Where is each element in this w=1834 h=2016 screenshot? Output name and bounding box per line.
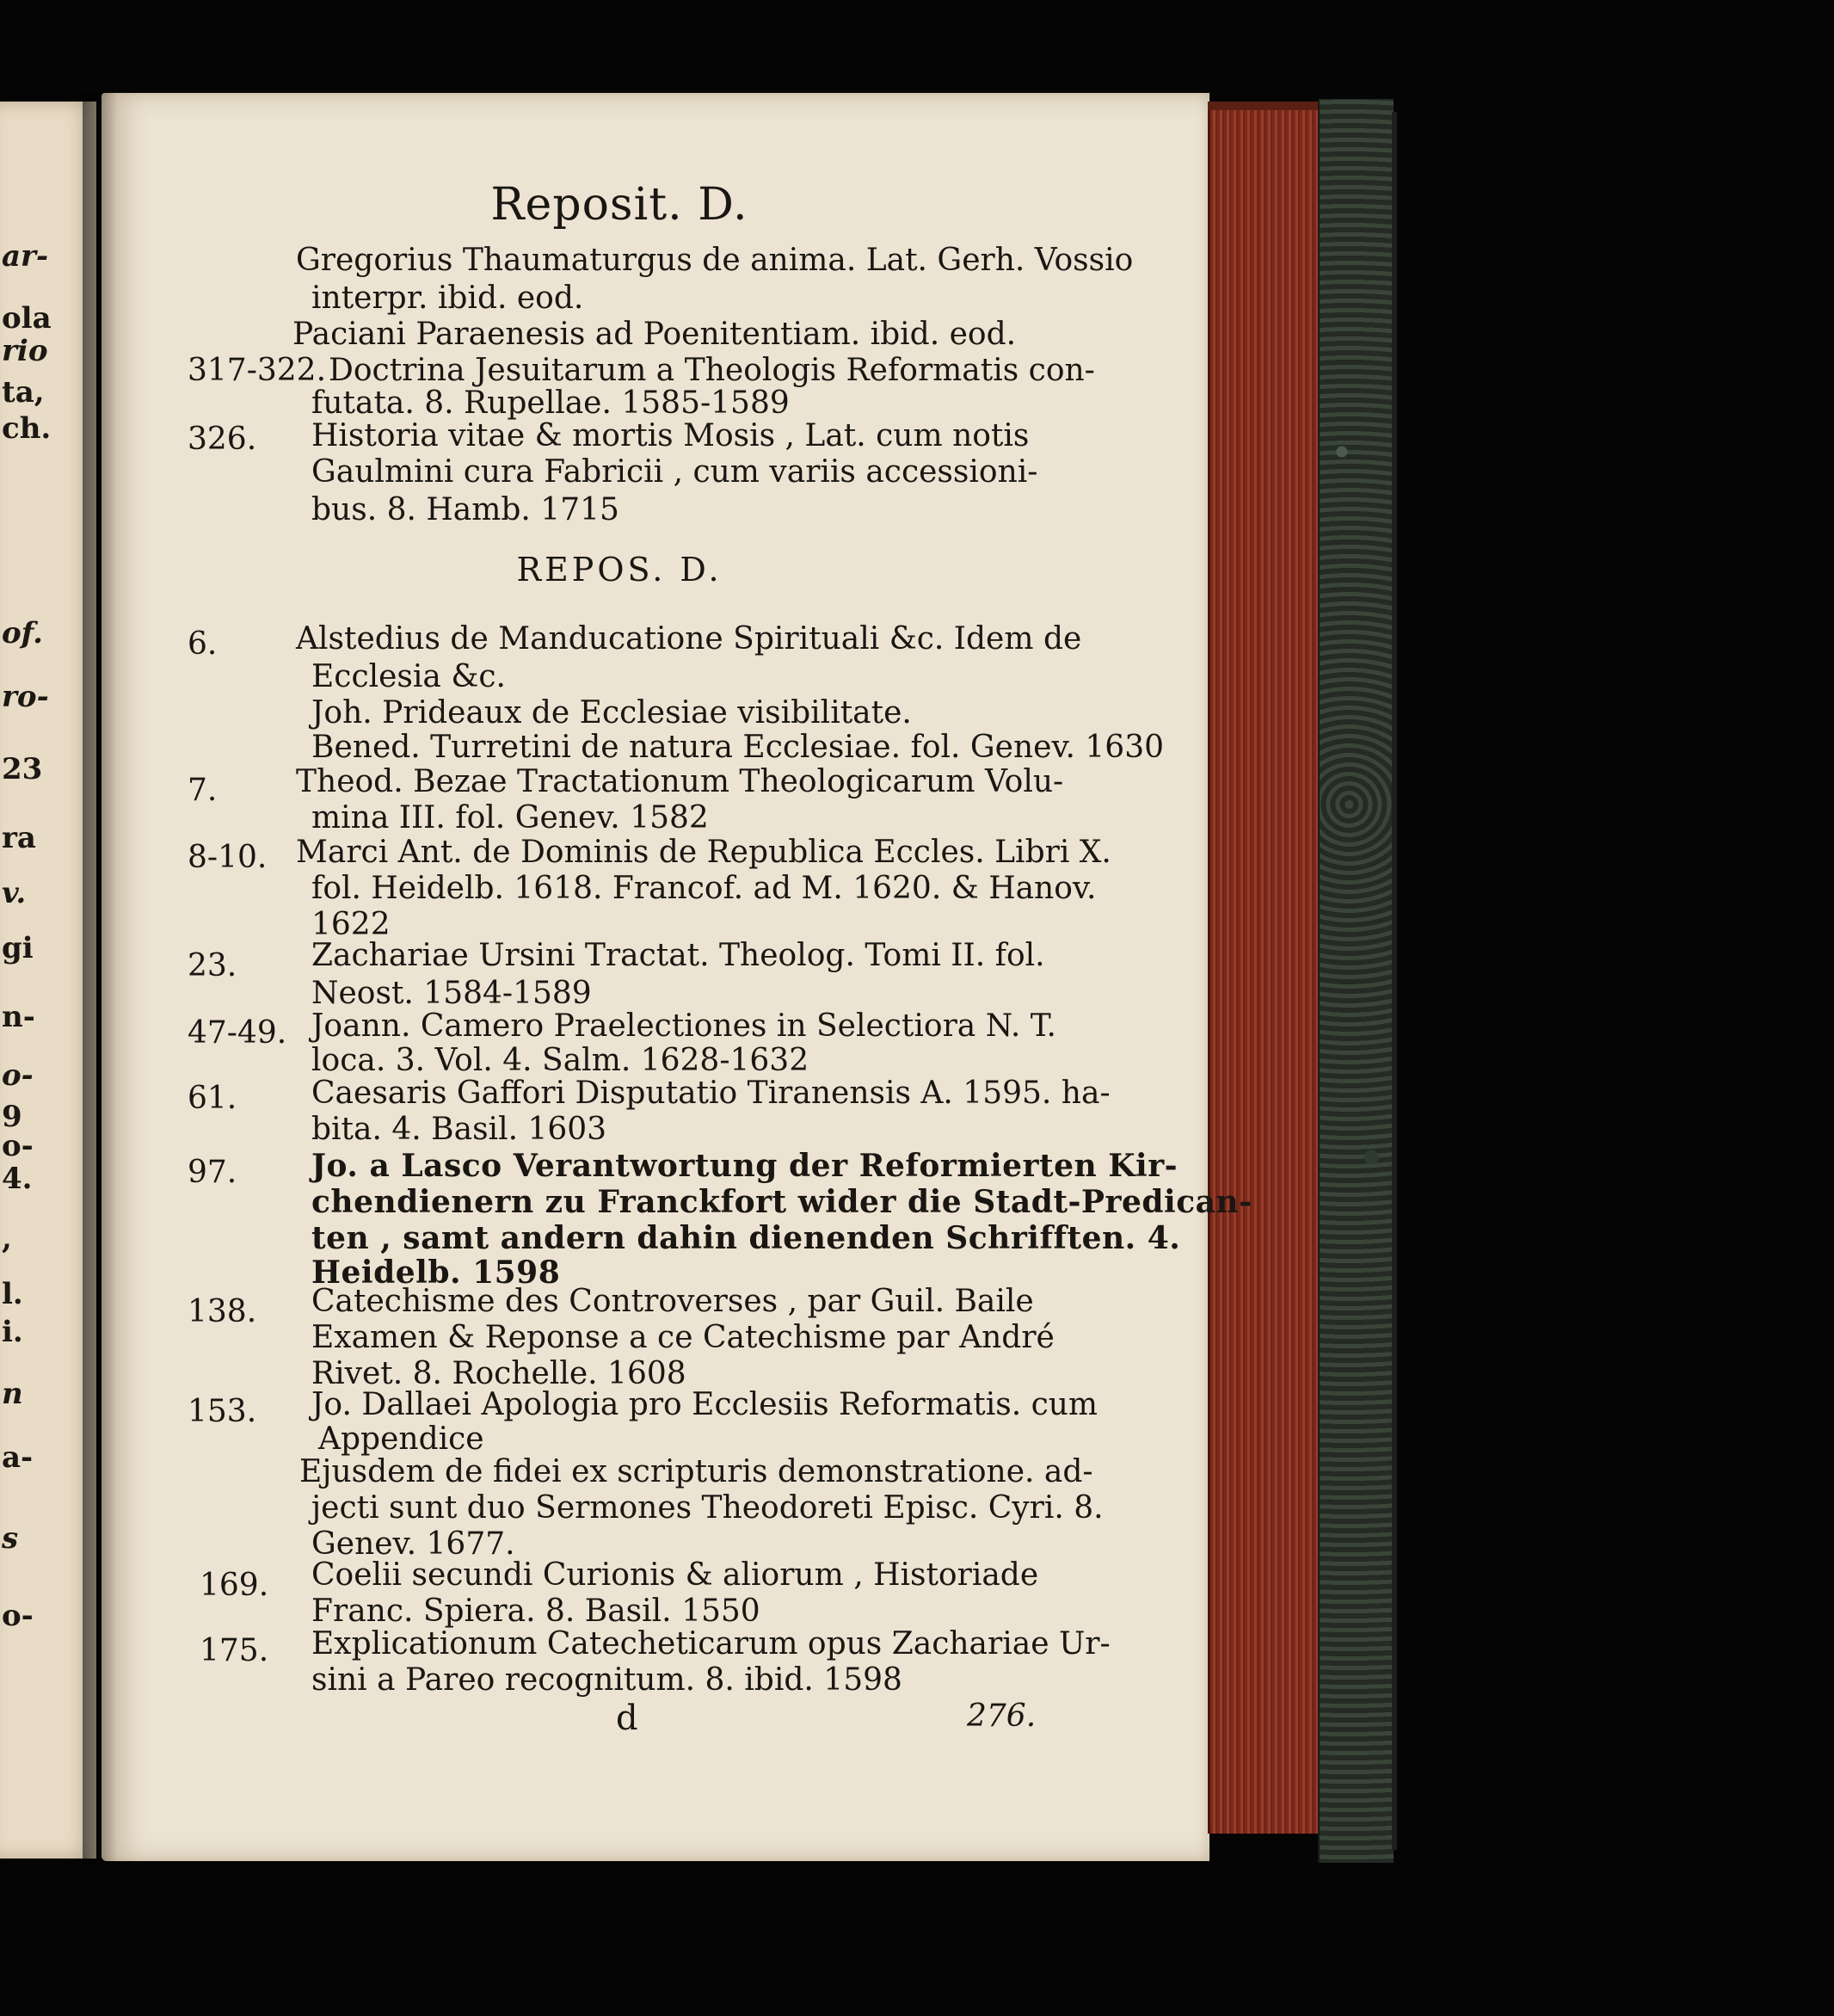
entry-line: loca. 3. Vol. 4. Salm. 1628-1632	[311, 1043, 809, 1078]
page-edges	[1208, 110, 1326, 1834]
entry-line: Caesaris Gaffori Disputatio Tiranensis A. 1595. ha-	[311, 1076, 1111, 1111]
left-fragment: rio	[2, 334, 48, 368]
entry-line: jecti sunt duo Sermones Theodoreti Episc. Cyri. 8.	[311, 1490, 1104, 1526]
entry-line: mina III. fol. Genev. 1582	[311, 800, 709, 835]
entry-line: Joh. Prideaux de Ecclesiae visibilitate.	[311, 695, 912, 731]
entry-line: Neost. 1584-1589	[311, 976, 592, 1011]
entry-line: fol. Heidelb. 1618. Francof. ad M. 1620. & Hanov.	[311, 871, 1097, 906]
shelf-number: 175.	[200, 1633, 269, 1668]
left-fragment: a-	[2, 1440, 34, 1475]
entry-line: Heidelb. 1598	[311, 1255, 561, 1291]
entry-line: Rivet. 8. Rochelle. 1608	[311, 1356, 686, 1391]
entry-line: Ecclesia &c.	[311, 659, 506, 694]
left-fragment: v.	[2, 876, 27, 910]
entry-line: Gaulmini cura Fabricii , cum variis accessioni-	[311, 454, 1038, 490]
entry-line: Ejusdem de fidei ex scripturis demonstratione. ad-	[299, 1454, 1093, 1489]
left-fragment: ola	[2, 301, 52, 336]
left-fragment: ar-	[2, 239, 49, 274]
shelf-number: 326.	[188, 422, 257, 457]
left-fragment: 9	[2, 1100, 22, 1134]
shelf-number: 23.	[188, 948, 237, 983]
book-cover-board	[1318, 99, 1394, 1863]
shelf-number: 317-322.	[188, 353, 327, 388]
shelf-number: 138.	[188, 1294, 257, 1329]
entry-line: Explicationum Catecheticarum opus Zachariae Ur-	[311, 1626, 1111, 1662]
cover-edge	[1392, 112, 1397, 1850]
left-fragment: of.	[2, 616, 43, 650]
left-fragment: ra	[2, 821, 36, 855]
left-fragment: gi	[2, 931, 34, 965]
entry-line: Zachariae Ursini Tractat. Theolog. Tomi II. fol.	[311, 938, 1045, 973]
entry-line: Doctrina Jesuitarum a Theologis Reformatis con-	[329, 353, 1095, 388]
shelf-number: 169.	[200, 1568, 269, 1603]
entry-line: Catechisme des Controverses , par Guil. Baile	[311, 1284, 1034, 1319]
left-fragment: ro-	[2, 680, 49, 714]
left-fragment: o-	[2, 1129, 34, 1163]
entry-line: Bened. Turretini de natura Ecclesiae. fol. Genev. 1630	[311, 730, 1165, 765]
left-fragment: o-	[2, 1058, 34, 1093]
left-fragment: n-	[2, 1000, 35, 1034]
entry-line: futata. 8. Rupellae. 1585-1589	[311, 385, 790, 421]
entry-line: Gregorius Thaumaturgus de anima. Lat. Gerh. Vossio	[296, 243, 1134, 278]
entry-line: Jo. Dallaei Apologia pro Ecclesiis Reformatis. cum	[311, 1387, 1099, 1422]
left-fragment: s	[2, 1521, 19, 1556]
entry-line: Marci Ant. de Dominis de Republica Eccles. Libri X.	[296, 835, 1111, 870]
entry-line: chendienern zu Franckfort wider die Stadt-Predican-	[311, 1184, 1252, 1220]
left-fragment: ch.	[2, 411, 52, 446]
shelf-number: 6.	[188, 626, 218, 662]
shelf-number: 47-49.	[188, 1015, 287, 1051]
gutter-shadow	[83, 93, 117, 1865]
shelf-number: 153.	[188, 1394, 257, 1429]
entry-line: Franc. Spiera. 8. Basil. 1550	[311, 1594, 760, 1629]
entry-line: Alstedius de Manducatione Spirituali &c. Idem de	[296, 621, 1082, 657]
entry-line: bita. 4. Basil. 1603	[311, 1112, 607, 1147]
entry-line: Appendice	[318, 1421, 484, 1457]
entry-line: bus. 8. Hamb. 1715	[311, 492, 619, 527]
entry-line: Coelii secundi Curionis & aliorum , Historiade	[311, 1557, 1039, 1593]
entry-line: interpr. ibid. eod.	[311, 281, 584, 316]
entry-line: Genev. 1677.	[311, 1526, 515, 1562]
entry-line: Theod. Bezae Tractationum Theologicarum Volu-	[296, 764, 1064, 799]
shelf-number: 8-10.	[188, 840, 268, 875]
entry-line: ten , samt andern dahin dienenden Schrifften. 4.	[311, 1220, 1181, 1256]
left-fragment: ta,	[2, 375, 45, 410]
entry-line: sini a Pareo recognitum. 8. ibid. 1598	[311, 1662, 902, 1698]
entry-line: 1622	[311, 907, 391, 942]
left-fragment: i.	[2, 1315, 23, 1349]
running-head: Reposit. D.	[490, 179, 748, 231]
shelf-number: 61.	[188, 1081, 237, 1116]
entry-line: Examen & Reponse a ce Catechisme par André	[311, 1320, 1055, 1355]
signature-mark: d	[616, 1698, 638, 1738]
left-fragment: 23	[2, 752, 43, 786]
section-heading: REPOS. D.	[516, 551, 723, 589]
entry-line: Joann. Camero Praelectiones in Selectiora N. T.	[311, 1008, 1056, 1044]
shelf-number: 97.	[188, 1155, 237, 1190]
entry-line: Historia vitae & mortis Mosis , Lat. cum notis	[311, 418, 1030, 453]
entry-line: Paciani Paraenesis ad Poenitentiam. ibid. eod.	[292, 317, 1017, 352]
shelf-number: 7.	[188, 773, 218, 808]
left-fragment: 4.	[2, 1162, 33, 1196]
left-fragment: n	[2, 1377, 23, 1411]
catchword: 276.	[967, 1698, 1037, 1734]
entry-line: Jo. a Lasco Verantwortung der Reformierten Kir-	[311, 1148, 1179, 1184]
left-fragment: l.	[2, 1277, 23, 1311]
left-fragment: o-	[2, 1599, 34, 1633]
left-fragment: ,	[2, 1222, 12, 1256]
